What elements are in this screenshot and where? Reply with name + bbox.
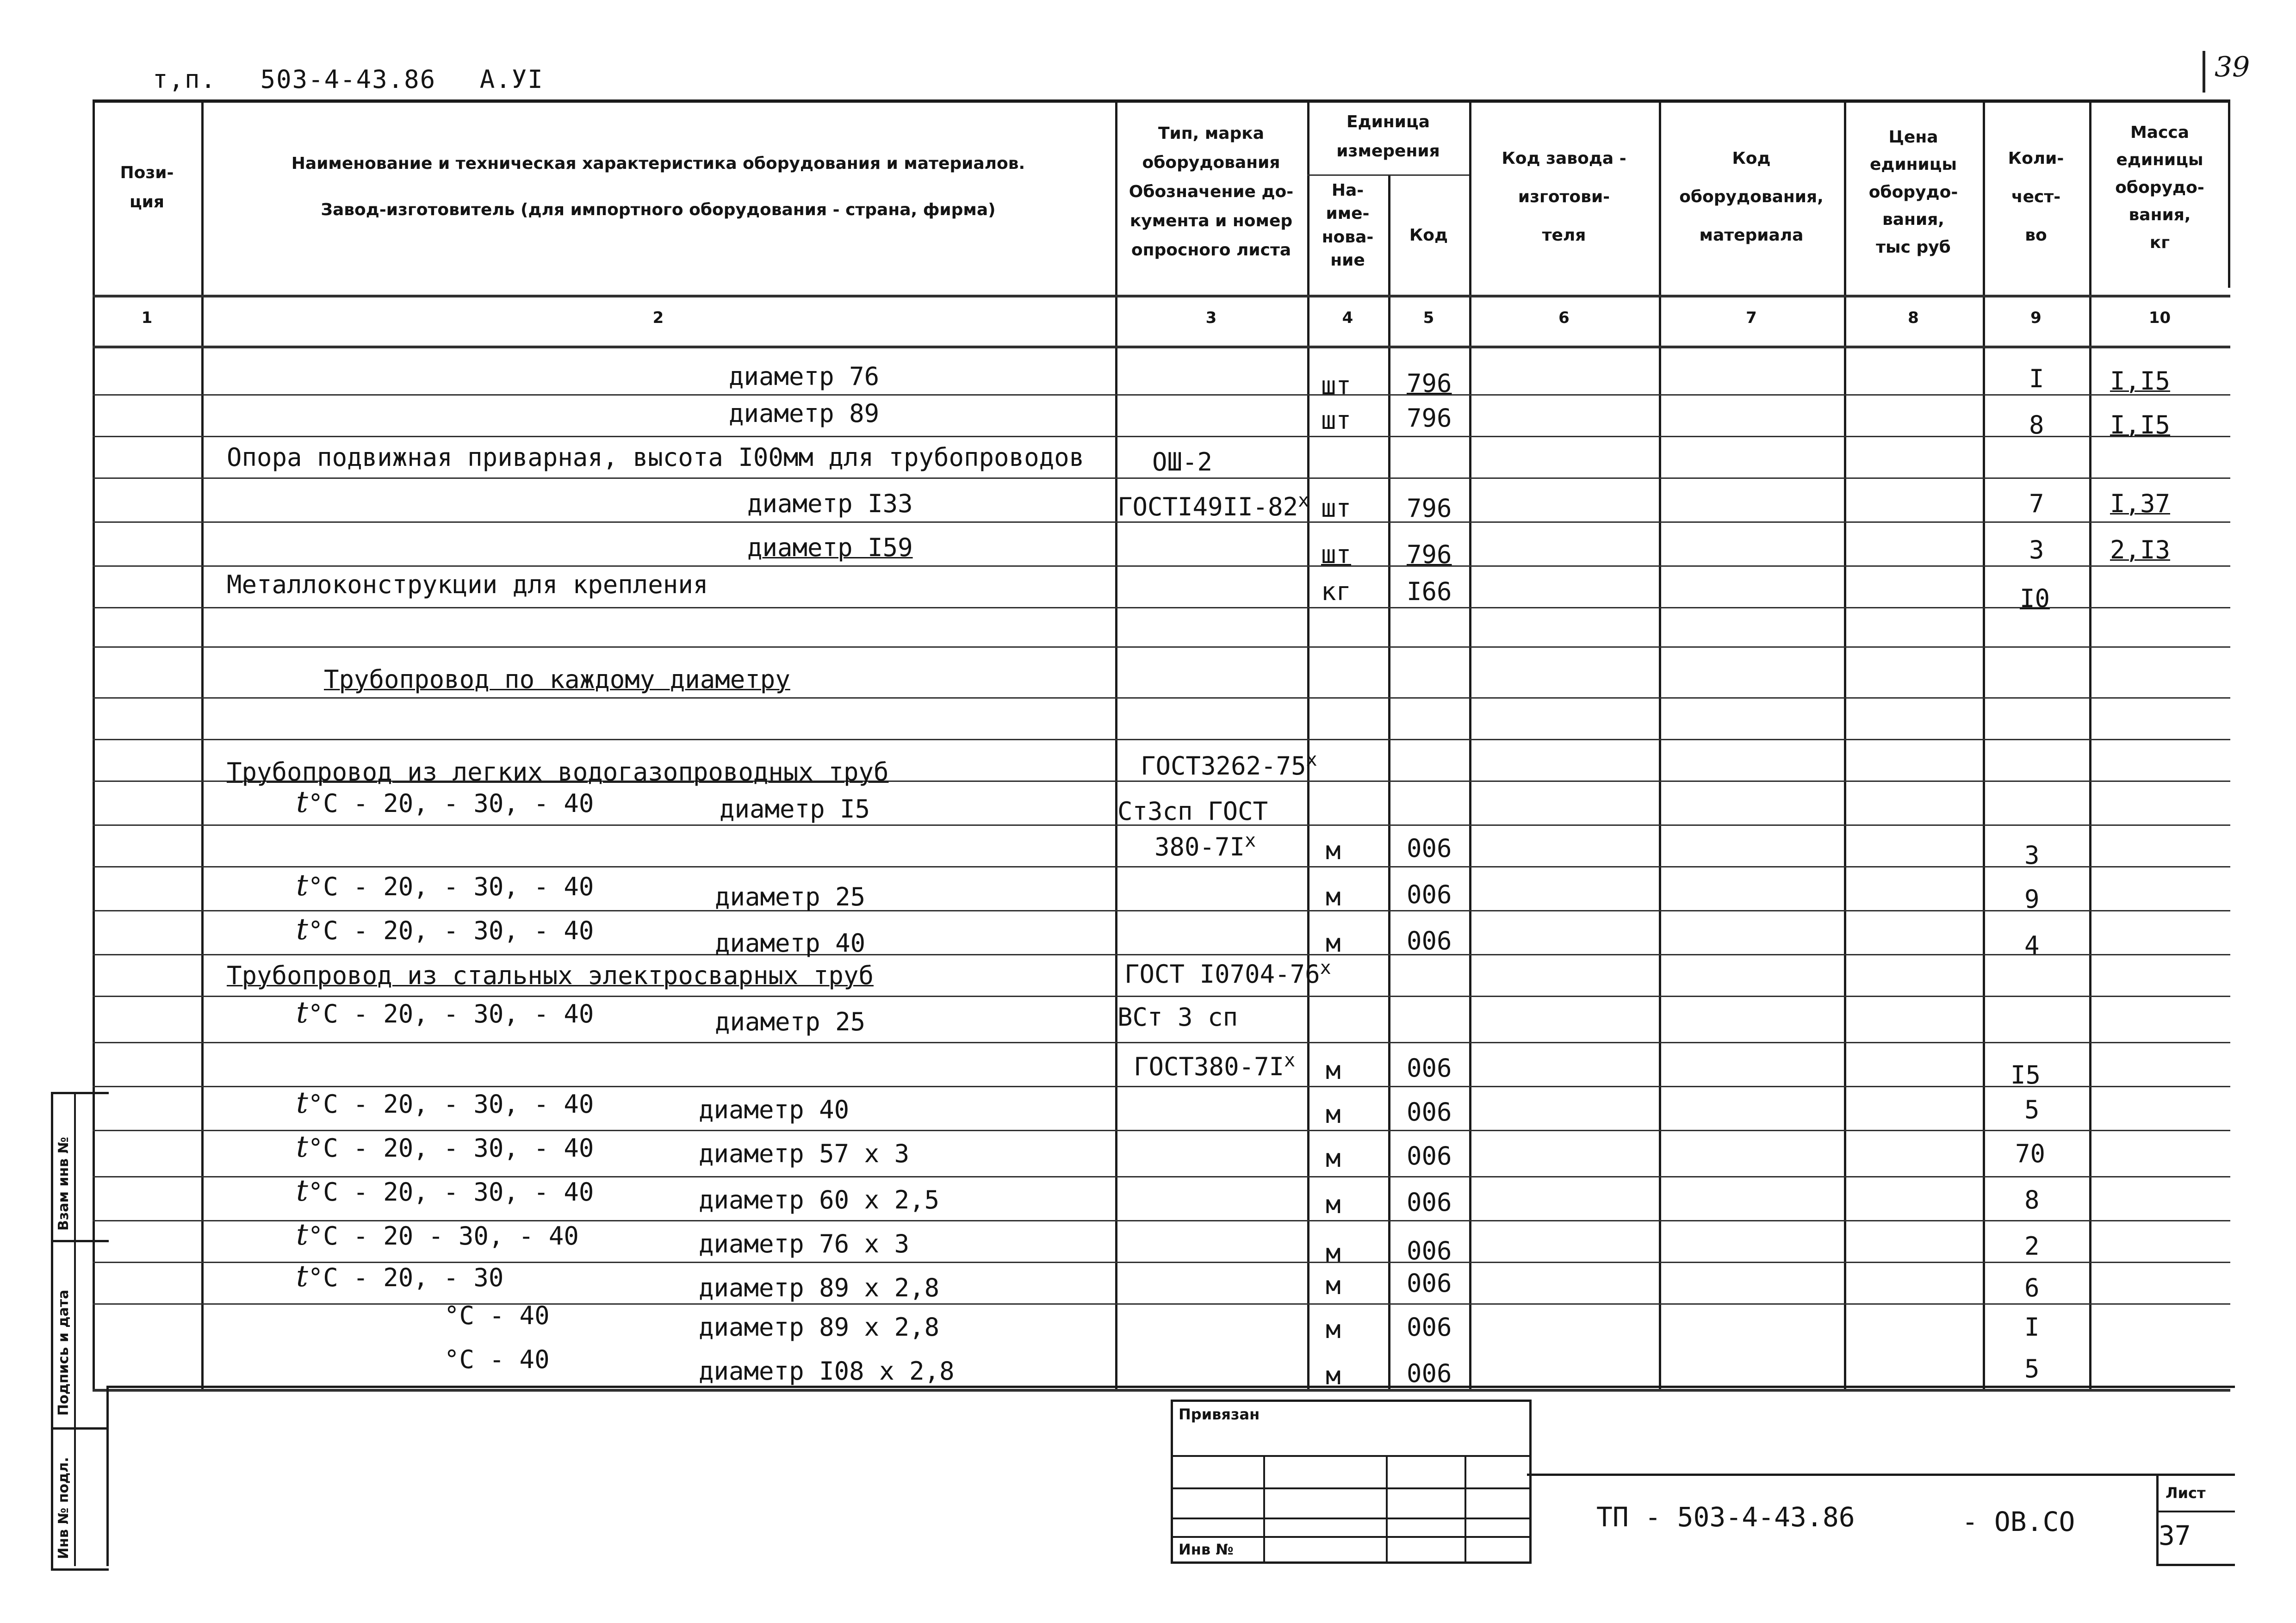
section-title: Трубопровод по каждому диаметру <box>324 665 790 694</box>
item-name: диаметр I5 <box>720 794 870 824</box>
unit-name: м <box>1326 1239 1341 1268</box>
grid-line <box>93 1130 2230 1131</box>
quantity: I <box>2029 364 2044 393</box>
quantity: 7 <box>2029 489 2044 518</box>
stamp-line <box>1173 1455 1529 1457</box>
side-label-inventory: Инв № подл. <box>56 1457 72 1559</box>
temperature-range: °С - 40 <box>444 1301 550 1330</box>
unit-name: шт <box>1321 494 1352 523</box>
unit-name: м <box>1326 1144 1341 1173</box>
grid-line <box>93 607 2230 608</box>
unit-code: 796 <box>1407 369 1452 398</box>
unit-name: шт <box>1321 406 1352 435</box>
grid-line <box>93 910 2230 911</box>
item-name: диаметр I08 х 2,8 <box>699 1357 955 1386</box>
document-code: ТП - 503-4-43.86 <box>1596 1501 1855 1533</box>
quantity: 5 <box>2024 1095 2040 1124</box>
unit-name: м <box>1326 1361 1341 1390</box>
unit-mass: 2,I3 <box>2110 535 2171 564</box>
unit-code: 796 <box>1407 494 1452 523</box>
grid-line <box>93 697 2230 699</box>
unit-code: 006 <box>1407 1188 1452 1217</box>
grid-line <box>93 394 2230 396</box>
equipment-type: $ГОСТI49II-82^х$ <box>1117 490 1309 521</box>
item-name: диаметр 25 <box>715 1007 866 1036</box>
quantity: 6 <box>2024 1273 2040 1302</box>
column-number: 9 <box>2030 309 2042 327</box>
column-number: 3 <box>1205 309 1217 327</box>
unit-name: кг <box>1321 577 1352 606</box>
unit-code: 006 <box>1407 1359 1452 1388</box>
unit-mass: I,I5 <box>2110 410 2171 440</box>
unit-code: 006 <box>1407 1097 1452 1127</box>
unit-name: м <box>1326 882 1341 911</box>
bound-label: Привязан <box>1179 1406 1260 1423</box>
quantity: I0 <box>2020 584 2050 613</box>
grid-line <box>93 477 2230 479</box>
header-unit-name: На- име- нова- ние <box>1322 181 1374 270</box>
grid-line <box>93 436 2230 437</box>
item-name: диаметр 89 х 2,8 <box>699 1273 940 1302</box>
quantity: I <box>2024 1313 2040 1342</box>
stamp-line <box>1173 1536 1529 1538</box>
header-mass: Масса единицы оборудо- вания, кг <box>2115 123 2204 252</box>
grid-line <box>93 739 2230 740</box>
stamp-line <box>2156 1511 2235 1512</box>
header-name-line1: Наименование и техническая характеристика оборудования и материалов. <box>291 154 1025 173</box>
item-name: диаметр 60 х 2,5 <box>699 1185 940 1214</box>
unit-code: 006 <box>1407 1053 1452 1083</box>
unit-code: 006 <box>1407 1141 1452 1171</box>
quantity: 9 <box>2024 885 2040 914</box>
equipment-type: ВСт 3 сп <box>1117 1003 1238 1032</box>
temperature-range: t°С - 20, - 30, - 40 <box>296 785 594 819</box>
unit-name: м <box>1326 1271 1341 1300</box>
header-type: Тип, марка оборудования Обозначение до- кумента и номер опросного листа <box>1129 124 1294 260</box>
temperature-range: t°С - 20, - 30, - 40 <box>296 912 594 947</box>
item-name: диаметр 25 <box>715 882 866 911</box>
quantity: 2 <box>2024 1232 2040 1261</box>
document-reference <box>153 65 571 94</box>
grid-line <box>93 954 2230 955</box>
stamp-line <box>1386 1455 1388 1561</box>
unit-name: м <box>1326 929 1341 958</box>
header-position: Пози- ция <box>120 163 174 211</box>
temperature-range: t°С - 20, - 30, - 40 <box>296 1086 594 1120</box>
stamp-line <box>1527 1474 2235 1476</box>
temperature-range: t°С - 20, - 30, - 40 <box>296 996 594 1030</box>
equipment-type: $ГОСТ380-7I^х$ <box>1134 1050 1296 1081</box>
grid-line <box>93 565 2230 567</box>
temperature-range: t°С - 20, - 30 <box>296 1259 504 1294</box>
inventory-label: Инв № <box>1179 1541 1234 1558</box>
temperature-range: t°С - 20, - 30, - 40 <box>296 1174 594 1208</box>
item-name: диаметр 89 х 2,8 <box>699 1313 940 1342</box>
column-number: 2 <box>652 309 664 327</box>
equipment-type: ГОСТ $I0704-76^х$ <box>1124 957 1331 989</box>
equipment-type: Ст3сп ГОСТ <box>1117 797 1268 826</box>
quantity: I5 <box>2011 1060 2041 1090</box>
column-number: 6 <box>1558 309 1570 327</box>
stamp-line <box>1173 1518 1529 1519</box>
temperature-range: t°С - 20, - 30, - 40 <box>296 1130 594 1164</box>
album-code: А.УI <box>479 65 544 94</box>
grid-line <box>93 521 2230 523</box>
column-number: 5 <box>1423 309 1434 327</box>
unit-code: I66 <box>1407 577 1452 606</box>
item-name: диаметр 57 х 3 <box>699 1139 910 1168</box>
grid-line <box>93 1042 2230 1043</box>
equipment-type: $380-7I^х$ <box>1154 830 1256 861</box>
unit-code: 006 <box>1407 1313 1452 1342</box>
doc-prefix: т,п. <box>153 65 217 94</box>
document-suffix: - ОВ.СО <box>1962 1506 2075 1537</box>
header-price: Цена единицы оборудо- вания, тыс руб <box>1868 128 1958 257</box>
quantity: 5 <box>2024 1354 2040 1383</box>
header-quantity: Коли- чест- во <box>2008 149 2064 245</box>
unit-code: 796 <box>1407 403 1452 433</box>
specification-table <box>93 99 2230 1389</box>
unit-name: м <box>1326 1315 1341 1344</box>
grid-line <box>93 866 2230 867</box>
quantity: 3 <box>2029 535 2044 564</box>
doc-number: 503-4-43.86 <box>260 65 436 94</box>
unit-code: 796 <box>1407 540 1452 569</box>
unit-name: шт <box>1321 371 1352 400</box>
unit-code: 006 <box>1407 1269 1452 1298</box>
item-name: диаметр 40 <box>715 929 866 958</box>
item-name: диаметр I59 <box>747 533 913 562</box>
item-name: Опора подвижная приварная, высота I00мм для трубопроводов <box>227 443 1085 472</box>
stamp-line <box>1464 1455 1466 1561</box>
frame-line <box>106 1386 109 1566</box>
item-name: диаметр 76 х 3 <box>699 1229 910 1258</box>
column-number: 8 <box>1908 309 1919 327</box>
quantity: 70 <box>2015 1139 2046 1168</box>
page-corner-number: 39 <box>2203 51 2250 93</box>
unit-name: м <box>1326 1056 1341 1085</box>
temperature-range: t°С - 20, - 30, - 40 <box>296 868 594 903</box>
item-name: Металлоконструкции для крепления <box>227 570 708 599</box>
quantity: 4 <box>2024 931 2040 960</box>
grid-line <box>93 295 2230 297</box>
stamp-line <box>2156 1564 2235 1566</box>
grid-line <box>93 1086 2230 1087</box>
header-equipment-code: Код оборудования, материала <box>1679 149 1824 245</box>
column-number: 1 <box>141 309 153 327</box>
unit-code: 006 <box>1407 1236 1452 1265</box>
binding-stamp <box>1171 1400 1532 1564</box>
grid-line <box>93 646 2230 648</box>
unit-mass: I,I5 <box>2110 366 2171 396</box>
grid-line <box>93 346 2230 348</box>
column-number: 4 <box>1342 309 1353 327</box>
equipment-type: ОШ-2 <box>1152 447 1213 477</box>
column-number: 10 <box>2148 309 2171 327</box>
header-name-line2: Завод-изготовитель (для импортного оборудования - страна, фирма) <box>321 200 996 219</box>
quantity: 8 <box>2024 1185 2040 1214</box>
unit-mass: I,37 <box>2110 489 2171 518</box>
unit-code: 006 <box>1407 880 1452 909</box>
unit-name: м <box>1326 1190 1341 1219</box>
equipment-type: $ГОСТ3262-75^х$ <box>1141 749 1317 781</box>
unit-code: 006 <box>1407 926 1452 955</box>
item-name: диаметр 76 <box>729 362 880 391</box>
quantity: 3 <box>2024 841 2040 870</box>
unit-name: м <box>1326 836 1341 865</box>
quantity: 8 <box>2029 410 2044 440</box>
unit-name: шт <box>1321 540 1352 569</box>
temperature-range: °С - 40 <box>444 1345 550 1374</box>
stamp-line <box>1263 1455 1265 1561</box>
sheet-number: 37 <box>2159 1520 2191 1551</box>
item-name: диаметр 89 <box>729 399 880 428</box>
unit-code: 006 <box>1407 834 1452 863</box>
grid-line <box>93 996 2230 997</box>
column-number: 7 <box>1746 309 1757 327</box>
frame-line <box>106 1386 2235 1388</box>
item-name: Трубопровод из легких водогазопроводных труб <box>227 757 889 787</box>
unit-name: м <box>1326 1100 1341 1129</box>
item-name: Трубопровод из стальных электросварных труб <box>227 961 874 990</box>
grid-line <box>93 1389 2230 1392</box>
side-label-replaced: Взам инв № <box>56 1137 72 1231</box>
header-unit-code: Код <box>1409 226 1448 245</box>
stamp-line <box>1173 1487 1529 1489</box>
temperature-range: t°С - 20 - 30, - 40 <box>296 1218 579 1252</box>
header-unit: Единица измерения <box>1336 112 1440 161</box>
item-name: диаметр I33 <box>747 489 913 518</box>
side-label-signature: Подпись и дата <box>56 1289 72 1416</box>
side-stamp-divider <box>74 1092 76 1566</box>
grid-line <box>1307 174 1469 176</box>
header-factory-code: Код завода - изготови- теля <box>1502 149 1626 245</box>
item-name: диаметр 40 <box>699 1095 850 1124</box>
sheet-label: Лист <box>2166 1484 2206 1502</box>
grid-line <box>93 1303 2230 1305</box>
